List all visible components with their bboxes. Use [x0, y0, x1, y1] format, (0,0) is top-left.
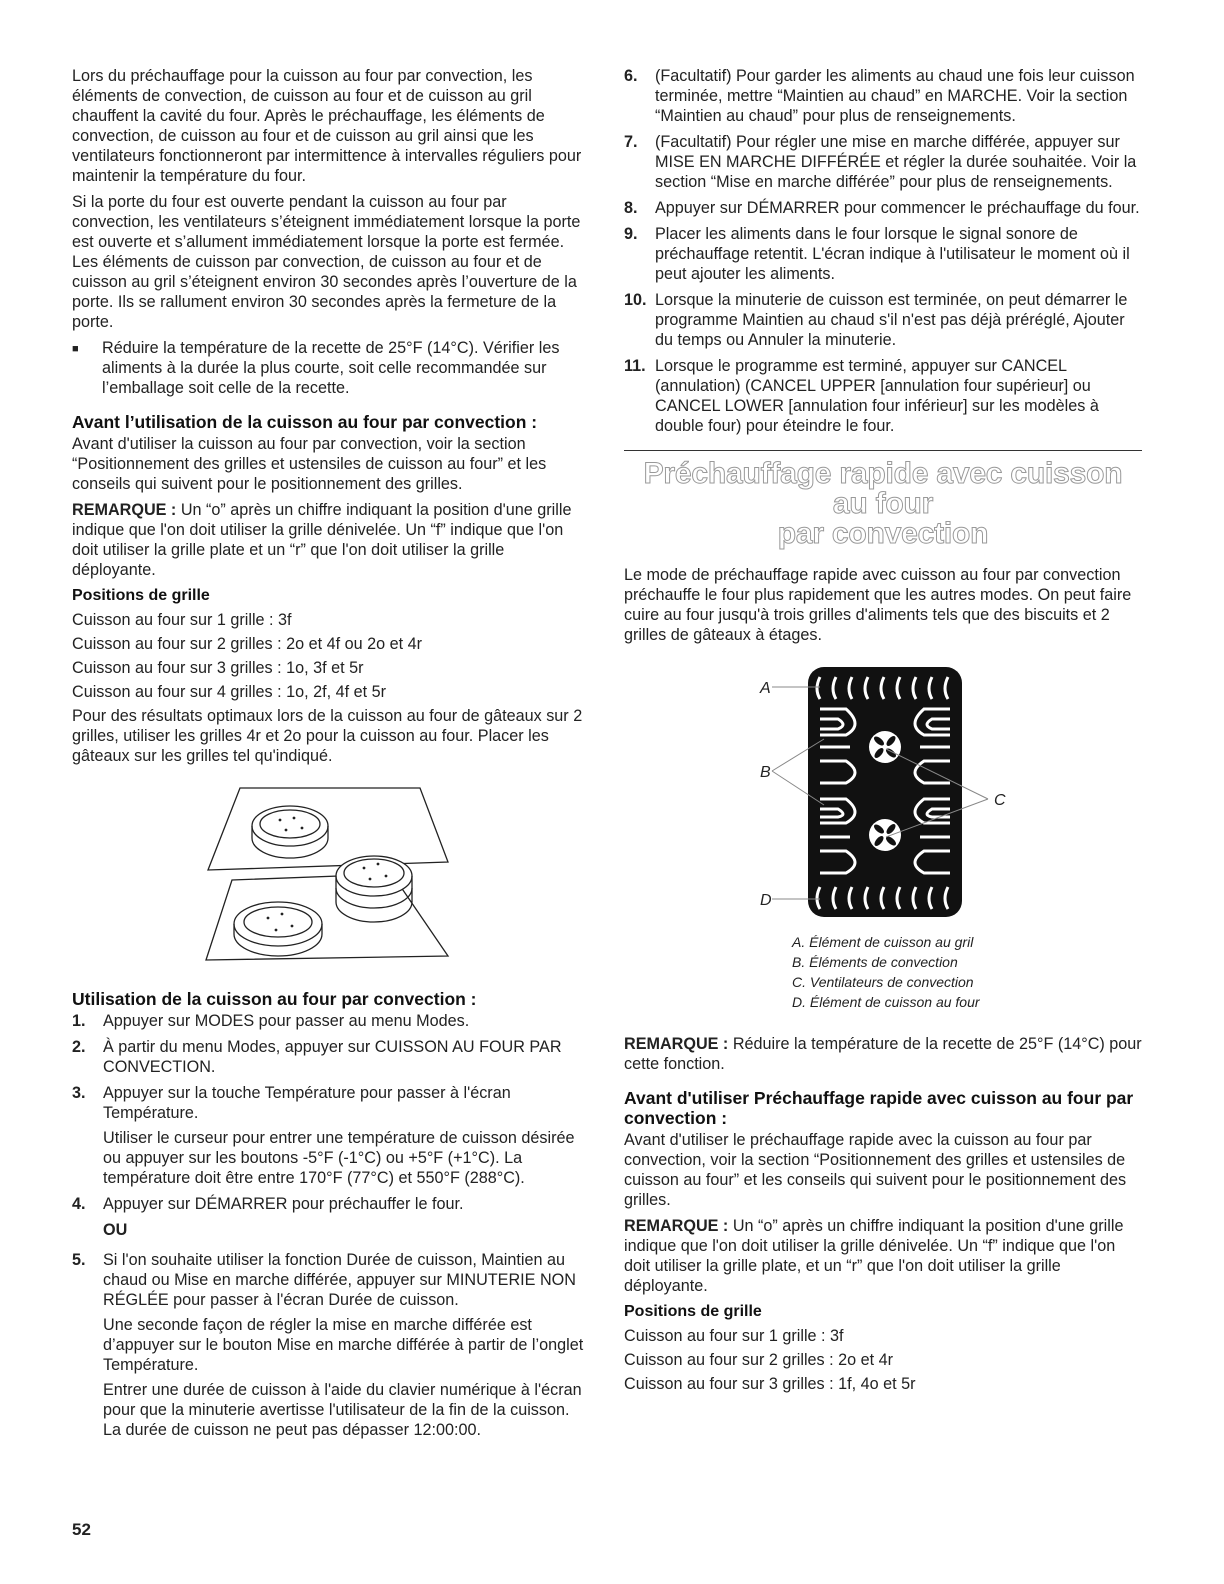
- label-b: B: [760, 764, 771, 781]
- list-item: 8. Appuyer sur DÉMARRER pour commencer le préchauffage du four.: [624, 199, 1140, 217]
- rack-positions-heading: Positions de grille: [624, 1303, 762, 1320]
- door-paragraph: Si la porte du four est ouverte pendant la cuisson au four par convection, les ventilateurs s’éteignent immédiatement lorsque la porte est ouverte et s’allument immédiatement lorsque la porte est fermée. Les éléments de cuisson par convection, de cuisson au four et de cuisson au gril s’éteignent environ 30 secondes après l’ouverture de la porte. Ils se rallument environ 30 secondes après la fermeture de la porte.: [72, 193, 581, 331]
- cake-pan-lower-left: [234, 902, 322, 956]
- section-divider: [624, 450, 1142, 451]
- rack-position-line: Cuisson au four sur 4 grilles : 1o, 2f, 4f et 5r: [72, 683, 387, 701]
- list-item: 3. Appuyer sur la touche Température pour passer à l'écran Température. Utiliser le curseur pour entrer une température de cuisson désirée ou appuyer sur les boutons -5°F (-1°C) ou +5°F (+1°C). La température doit être entre 170°F (77°C) et 550°F (288°C).: [72, 1084, 575, 1187]
- use-convection-heading: Utilisation de la cuisson au four par convection :: [72, 989, 477, 1009]
- rack-position-line: Cuisson au four sur 3 grilles : 1o, 3f et 5r: [72, 659, 364, 677]
- before-convection-text: Avant d'utiliser la cuisson au four par convection, voir la section “Positionnement des grilles et ustensiles de cuisson au four” et les conseils qui suivent pour le positionnement des grilles.: [72, 435, 547, 493]
- bullet-item: [72, 338, 588, 398]
- right-steps-list: [624, 66, 1142, 436]
- bullet-text: Réduire la température de la recette de 25°F (14°C). Vérifier les aliments à la durée la plus courte, soit celle recommandée sur l’emballage soit celle de la recette.: [102, 339, 560, 397]
- label-d: D: [760, 892, 772, 909]
- fan-icon: [869, 819, 901, 851]
- cake-racks-illustration: [72, 784, 588, 964]
- list-item: 10. Lorsque la minuterie de cuisson est terminée, on peut démarrer le programme Maintien au chaud s'il n'est pas déjà préréglé, Ajouter du temps ou Annuler la minuterie.: [624, 291, 1128, 349]
- list-item: 7. (Facultatif) Pour régler une mise en marche différée, appuyer sur MISE EN MARCHE DIFFÉRÉE et régler la durée souhaitée. Voir la section “Mise en marche différée” pour plus de renseignements.: [624, 133, 1137, 191]
- legend-item: D. Élément de cuisson au four: [792, 994, 980, 1010]
- before-rapid-preheat-text: Avant d'utiliser le préchauffage rapide avec la cuisson au four par convection, voir la section “Positionnement des grilles et ustensiles de cuisson au four” et les conseils qui suivent pour le positionnement des grilles.: [624, 1131, 1127, 1209]
- bullet-square-icon: ■: [72, 343, 79, 355]
- note-paragraph: REMARQUE : Un “o” après un chiffre indiquant la position d'une grille indique que l'on doit utiliser la grille dénivelée. Un “f” indique que l'on doit utiliser la grille plate, et un “r” que l'on doit utiliser la grille déployante.: [624, 1217, 1124, 1295]
- oven-elements-diagram: [624, 665, 1142, 923]
- list-item: 6. (Facultatif) Pour garder les aliments au chaud une fois leur cuisson terminée, mettre “Maintien au chaud” en MARCHE. Voir la section “Maintien au chaud” pour plus de renseignements.: [624, 67, 1135, 125]
- diagram-legend: [792, 932, 1142, 1012]
- list-item: 5. Si l'on souhaite utiliser la fonction Durée de cuisson, Maintien au chaud ou Mise en marche différée, appuyer sur MINUTERIE NON RÉGLÉE pour passer à l'écran Durée de cuisson. Une seconde façon de régler la mise en marche différée est d’appuyer sur le bouton Mise en marche différée à partir de l’onglet Température. Entrer une durée de cuisson à l'aide du clavier numérique à l'écran pour que la minuterie avertisse l'utilisateur de la fin de la cuisson. La durée de cuisson ne peut pas dépasser 12:00:00.: [72, 1251, 584, 1439]
- rack-positions-heading: Positions de grille: [72, 587, 210, 604]
- list-item: 2. À partir du menu Modes, appuyer sur CUISSON AU FOUR PAR CONVECTION.: [72, 1038, 562, 1076]
- rack-position-line: Cuisson au four sur 1 grille : 3f: [624, 1327, 844, 1345]
- rack-position-line: Cuisson au four sur 2 grilles : 2o et 4f ou 2o et 4r: [72, 635, 423, 653]
- section-intro: Le mode de préchauffage rapide avec cuisson au four par convection préchauffe le four plus rapidement que les autres modes. On peut faire cuire au four jusqu'à trois grilles d'aliments tels que des biscuits et 2 grilles de gâteaux à étages.: [624, 566, 1132, 644]
- note-label: REMARQUE :: [72, 501, 177, 519]
- label-c: C: [994, 792, 1006, 809]
- note-text: Un “o” après un chiffre indiquant la position d'une grille indique que l'on doit utiliser la grille dénivelée. Un “f” indique que l'on doit utiliser la grille plate et un “r” que l'on doit utiliser la grille déployante.: [72, 501, 572, 579]
- note-paragraph: REMARQUE : Réduire la température de la recette de 25°F (14°C) pour cette fonction.: [624, 1035, 1142, 1073]
- legend-item: C. Ventilateurs de convection: [792, 974, 974, 990]
- legend-item: B. Éléments de convection: [792, 954, 958, 970]
- list-item: 1. Appuyer sur MODES pour passer au menu Modes.: [72, 1012, 470, 1030]
- cake-pan-upper-left: [252, 806, 328, 858]
- before-convection-heading: Avant l’utilisation de la cuisson au four par convection :: [72, 412, 538, 432]
- section-title: Préchauffage rapide avec cuisson au four par convection: [643, 457, 1123, 550]
- note-paragraph: [72, 500, 588, 580]
- rack-position-line: Cuisson au four sur 1 grille : 3f: [72, 611, 292, 629]
- list-item: 9. Placer les aliments dans le four lorsque le signal sonore de préchauffage retentit. L'écran indique à l'utilisateur le moment où il peut ajouter les aliments.: [624, 225, 1130, 283]
- label-a: A: [760, 680, 771, 697]
- cake-pan-upper-right: [336, 856, 412, 922]
- fan-icon: [869, 731, 901, 763]
- before-rapid-preheat-heading: Avant d'utiliser Préchauffage rapide avec cuisson au four par convection :: [624, 1088, 1134, 1128]
- list-item: 4. Appuyer sur DÉMARRER pour préchauffer le four.: [72, 1195, 464, 1213]
- or-label: OU: [103, 1221, 128, 1239]
- list-item: 11. Lorsque le programme est terminé, appuyer sur CANCEL (annulation) (CANCEL UPPER [annulation four supérieur] ou CANCEL LOWER [annulation four inférieur] sur les modèles à double four) pour éteindre le four.: [624, 357, 1099, 435]
- rack-position-line: Cuisson au four sur 2 grilles : 2o et 4r: [624, 1351, 894, 1369]
- optimal-results-text: Pour des résultats optimaux lors de la cuisson au four de gâteaux sur 2 grilles, utiliser les grilles 4r et 2o pour la cuisson au four. Placer les gâteaux sur les grilles tel qu'indiqué.: [72, 707, 583, 765]
- left-column: [72, 66, 588, 1446]
- page-number: 52: [72, 1520, 91, 1539]
- rack-position-line: Cuisson au four sur 3 grilles : 1f, 4o et 5r: [624, 1375, 916, 1393]
- right-column: [624, 66, 1142, 1398]
- oven-cavity: [808, 667, 962, 917]
- intro-paragraph: Lors du préchauffage pour la cuisson au four par convection, les éléments de convection, de cuisson au four et de cuisson au gril chauffent la cavité du four. Après le préchauffage, les éléments de convection, de cuisson au four et de cuisson au gril ainsi que les ventilateurs fonctionneront par intermittence à intervalles réguliers pour maintenir la température du four.: [72, 67, 582, 185]
- legend-item: A. Élément de cuisson au gril: [792, 934, 974, 950]
- left-steps-list: [72, 1011, 588, 1214]
